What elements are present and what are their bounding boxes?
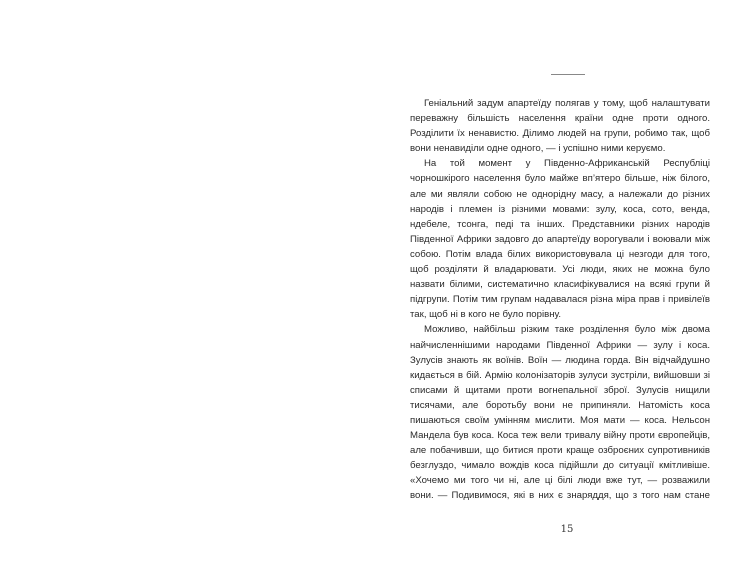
page-body-text <box>410 96 710 504</box>
paragraph: Геніальний задум апартеїду полягав у тому, щоб налаштувати переважну більшість населення країни одне проти одного. Розділити їх ненавистю. Ділимо людей на групи, робимо так, щоб вони ненавиділи одне одного, — і успішно ними керуємо. <box>410 98 710 155</box>
paragraph: Можливо, найбільш різким таке розділення було між двома найчисленнішими народами Південної Африки — зулу і коса. Зулусів знають як воїнів. Воїн — людина горда. Він відчайдушно кидається в бій. Армію колонізаторів зулуси зустріли, вийшовши зі списами й щитами проти вогнепальної зброї. Зулусів нищили тисячами, але боротьбу вони не припиняли. Натомість коса пишаються своїм умінням мислити. Моя мати — коса. Нельсон Мандела був коса. Коса теж вели тривалу війну проти європейців, але побачивши, що битися проти краще озброєних супротивників безглуздо, чимало вождів коса підійшли до ситуації кмітливіше. «Хочемо ми того чи ні, але ці білі люди вже тут, — розважили вони. — Подивимося, які в них є знаряддя, що з того нам стане <box>410 324 710 502</box>
paragraph: На той момент у Південно-Африканській Республіці чорношкірого населення було майже вп’ятеро більше, ніж білого, але ми являли собою не однорідну масу, а належали до різних народів і племен із різними мовами: зулу, коса, сото, венда, ндебеле, тсонга, педі та інших. Представники різних народів Південної Африки задовго до апартеїду ворогували і воювали між собою. Потім влада білих використовувала ці незгоди для того, щоб розділяти й владарювати. Усі люди, яких не можна було назвати білими, систематично класифікувалися на всякі групи й підгрупи. Потім тим групам надавалася різна міра прав і привілеїв так, щоб ні в кого не було порівну. <box>410 158 710 321</box>
page-number: 15 <box>560 524 574 535</box>
chapter-divider-rule <box>551 74 585 75</box>
